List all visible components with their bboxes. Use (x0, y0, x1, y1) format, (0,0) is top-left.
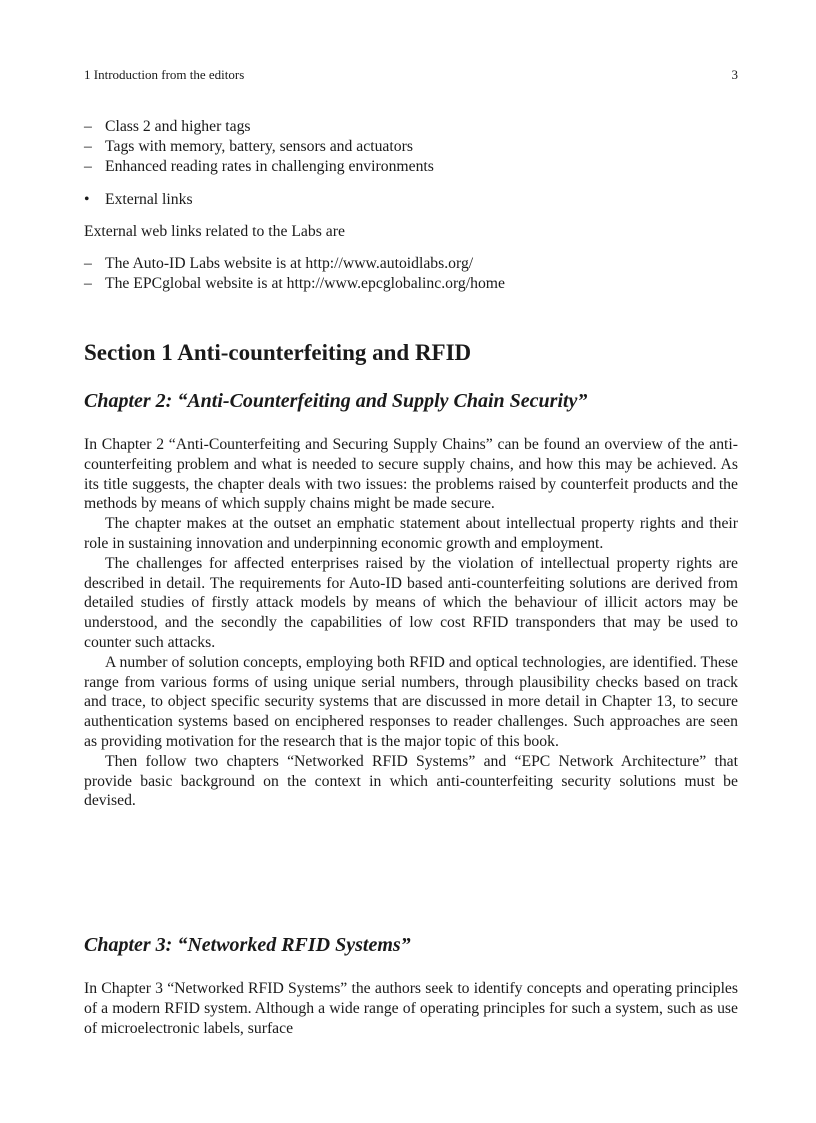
chapter-2-heading: Chapter 2: “Anti-Counterfeiting and Supply Chain Security” (84, 390, 588, 412)
list-item (84, 190, 738, 210)
running-head (84, 67, 738, 83)
link-list (84, 254, 738, 294)
dash-marker: – (84, 118, 92, 135)
list-item (84, 117, 738, 137)
dash-marker: – (84, 274, 92, 292)
running-head-title: 1 Introduction from the editors (84, 67, 245, 82)
chapter-2-body (84, 435, 738, 811)
external-links-bullet-list (84, 190, 738, 210)
external-links-intro: External web links related to the Labs are (84, 223, 345, 240)
paragraph: The challenges for affected enterprises raised by the violation of intellectual property rights are described in detail. The requirements for Auto-ID based anti-counterfeiting solutions are derived from detailed studies of firstly attack models by means of which the behaviour of illicit actors may be understood, and the secondly the capabilities of low cost RFID transponders that may be used to counter such attacks. (84, 554, 738, 651)
list-item-text: Tags with memory, battery, sensors and actuators (105, 137, 413, 155)
list-item (84, 157, 738, 177)
page-number: 3 (731, 67, 738, 82)
paragraph: Then follow two chapters “Networked RFID Systems” and “EPC Network Architecture” that provide basic background on the context in which anti-counterfeiting security solutions must be devised. (84, 752, 738, 810)
bullet-marker: • (84, 191, 90, 208)
dash-marker: – (84, 137, 92, 155)
chapter-3-body (84, 979, 738, 1038)
paragraph: In Chapter 3 “Networked RFID Systems” the authors seek to identify concepts and operating principles of a modern RFID system. Although a wide range of operating principles for such a system, such as use of microelectronic labels, surface (84, 980, 738, 1037)
list-item-text: External links (105, 191, 193, 208)
list-item (84, 274, 738, 294)
paragraph: In Chapter 2 “Anti-Counterfeiting and Securing Supply Chains” can be found an overview of the anti-counterfeiting problem and what is needed to secure supply chains, and how this may be achieved. As its title suggests, the chapter deals with two issues: the problems raised by counterfeit products and the methods by means of which supply chains might be made secure. (84, 436, 738, 513)
paragraph: A number of solution concepts, employing both RFID and optical technologies, are identified. These range from various forms of using unique serial numbers, through plausibility checks based on track and trace, to object specific security systems that are discussed in more detail in Chapter 13, to secure authentication systems based on enciphered responses to reader challenges. Such approaches are seen as providing motivation for the research that is the major topic of this book. (84, 653, 738, 750)
sub-feature-list (84, 117, 738, 176)
dash-marker: – (84, 157, 92, 175)
list-item (84, 254, 738, 274)
paragraph: The chapter makes at the outset an emphatic statement about intellectual property rights and their role in sustaining innovation and underpinning economic growth and employment. (84, 515, 738, 552)
list-item (84, 137, 738, 157)
list-item-text: The Auto-ID Labs website is at http://www.autoidlabs.org/ (105, 255, 474, 272)
list-item-text: Class 2 and higher tags (105, 118, 251, 135)
chapter-3-heading: Chapter 3: “Networked RFID Systems” (84, 934, 411, 956)
dash-marker: – (84, 255, 92, 272)
list-item-text: Enhanced reading rates in challenging environments (105, 157, 434, 175)
section-title: Section 1 Anti-counterfeiting and RFID (84, 340, 472, 365)
list-item-text: The EPCglobal website is at http://www.epcglobalinc.org/home (105, 274, 505, 292)
